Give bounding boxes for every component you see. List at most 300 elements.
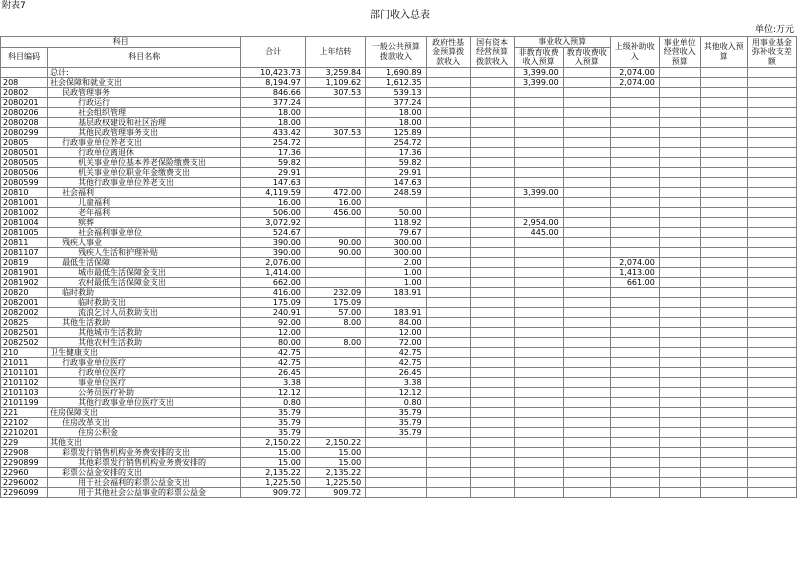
amount-cell [610,127,659,137]
amount-cell [470,257,514,267]
amount-cell [747,397,796,407]
amount-cell: 17.36 [366,147,426,157]
amount-cell [700,127,747,137]
table-row [1,87,797,97]
table-row [1,257,797,267]
amount-cell [659,167,700,177]
table-row [1,67,797,77]
amount-cell: 90.00 [305,237,365,247]
subject-code-cell: 2081005 [1,227,48,237]
subject-name-cell: 殡葬 [48,217,241,227]
amount-cell: 390.00 [241,237,305,247]
amount-cell [659,357,700,367]
amount-cell [659,407,700,417]
amount-cell [470,217,514,227]
amount-cell [305,357,365,367]
amount-cell [659,67,700,77]
amount-cell [700,387,747,397]
amount-cell [610,417,659,427]
amount-cell [747,127,796,137]
amount-cell [514,487,563,497]
amount-cell [305,107,365,117]
amount-cell: 3,399.00 [514,77,563,87]
amount-cell [514,207,563,217]
amount-cell [700,457,747,467]
amount-cell [747,117,796,127]
amount-cell [514,367,563,377]
amount-cell: 1,612.35 [366,77,426,87]
amount-cell [747,207,796,217]
amount-cell [514,347,563,357]
amount-cell [426,297,470,307]
amount-cell: 59.82 [366,157,426,167]
amount-cell [747,457,796,467]
amount-cell: 2,074.00 [610,257,659,267]
amount-cell [747,157,796,167]
edu-fee-header: 教育收费收入预算 [563,47,610,67]
amount-cell: 12.00 [366,327,426,337]
amount-cell [514,397,563,407]
subject-name-cell: 其他行政事业单位医疗支出 [48,397,241,407]
amount-cell [659,487,700,497]
amount-cell [747,97,796,107]
total-header: 合计 [241,37,305,68]
amount-cell [747,177,796,187]
amount-cell [514,427,563,437]
amount-cell [659,457,700,467]
subject-name-cell: 残疾人事业 [48,237,241,247]
amount-cell [470,477,514,487]
amount-cell [700,357,747,367]
amount-cell [659,347,700,357]
table-row [1,487,797,497]
amount-cell [700,447,747,457]
amount-cell [610,437,659,447]
amount-cell [514,417,563,427]
amount-cell [514,437,563,447]
amount-cell [514,287,563,297]
subject-name-cell: 行政事业单位养老支出 [48,137,241,147]
amount-cell: 416.00 [241,287,305,297]
amount-cell: 84.00 [366,317,426,327]
amount-cell [659,97,700,107]
amount-cell [514,247,563,257]
amount-cell: 2,074.00 [610,77,659,87]
amount-cell [700,67,747,77]
amount-cell [563,317,610,327]
amount-cell [659,187,700,197]
table-row [1,427,797,437]
amount-cell [470,67,514,77]
amount-cell: 42.75 [366,347,426,357]
amount-cell [470,147,514,157]
subject-name-cell: 其他行政事业单位养老支出 [48,177,241,187]
amount-cell [563,217,610,227]
amount-cell [470,157,514,167]
amount-cell [700,107,747,117]
amount-cell: 90.00 [305,247,365,257]
table-row [1,357,797,367]
subject-code-cell: 22908 [1,447,48,457]
affiliated-header: 事业单位经营收入预算 [659,37,700,68]
amount-cell: 846.66 [241,87,305,97]
amount-cell [563,437,610,447]
amount-cell [563,207,610,217]
amount-cell [563,397,610,407]
amount-cell [659,177,700,187]
amount-cell [470,77,514,87]
amount-cell [305,267,365,277]
amount-cell [563,187,610,197]
amount-cell [659,227,700,237]
amount-cell [610,317,659,327]
amount-cell [470,367,514,377]
amount-cell [470,467,514,477]
amount-cell [426,477,470,487]
table-row [1,457,797,467]
amount-cell [659,467,700,477]
subject-code-cell: 2082502 [1,337,48,347]
amount-cell: 1,413.00 [610,267,659,277]
amount-cell [514,477,563,487]
amount-cell [514,257,563,267]
state-capital-header: 国有资本经营预算拨款收入 [470,37,514,68]
amount-cell [563,417,610,427]
amount-cell [305,167,365,177]
amount-cell [514,357,563,367]
table-row [1,207,797,217]
amount-cell: 0.80 [366,397,426,407]
amount-cell: 2,135.22 [305,467,365,477]
subject-name-cell: 儿童福利 [48,197,241,207]
subject-code-cell: 20810 [1,187,48,197]
subject-code-cell: 221 [1,407,48,417]
amount-cell [747,267,796,277]
amount-cell [610,457,659,467]
amount-cell [470,417,514,427]
amount-cell [610,367,659,377]
amount-cell: 2,150.22 [305,437,365,447]
amount-cell [366,487,426,497]
amount-cell [747,147,796,157]
amount-cell [747,307,796,317]
amount-cell [700,97,747,107]
amount-cell [426,77,470,87]
amount-cell [610,477,659,487]
subject-name-cell: 基层政权建设和社区治理 [48,117,241,127]
table-row [1,407,797,417]
amount-cell: 26.45 [366,367,426,377]
amount-cell [426,357,470,367]
amount-cell [700,467,747,477]
amount-cell [659,417,700,427]
amount-cell [426,447,470,457]
amount-cell [563,337,610,347]
amount-cell [610,287,659,297]
subject-code-header: 科目编码 [1,47,48,67]
amount-cell [470,107,514,117]
amount-cell [659,137,700,147]
amount-cell: 147.63 [241,177,305,187]
subject-code-cell: 20802 [1,87,48,97]
amount-cell [747,437,796,447]
amount-cell: 3,399.00 [514,187,563,197]
amount-cell [305,227,365,237]
amount-cell [700,147,747,157]
amount-cell: 15.00 [241,457,305,467]
subject-name-cell: 其他支出 [48,437,241,447]
amount-cell [305,147,365,157]
amount-cell [659,237,700,247]
table-body [1,67,797,497]
amount-cell [563,347,610,357]
subject-name-cell: 行政运行 [48,97,241,107]
amount-cell [514,277,563,287]
amount-cell [426,457,470,467]
amount-cell [610,247,659,257]
amount-cell: 12.12 [366,387,426,397]
subject-name-cell: 社会福利事业单位 [48,227,241,237]
subject-name-cell: 其他民政管理事务支出 [48,127,241,137]
amount-cell [366,457,426,467]
amount-cell [700,427,747,437]
amount-cell: 15.00 [305,447,365,457]
amount-cell: 300.00 [366,237,426,247]
subject-name-cell: 公务员医疗补助 [48,387,241,397]
amount-cell [563,427,610,437]
amount-cell [514,157,563,167]
amount-cell: 15.00 [305,457,365,467]
amount-cell [747,377,796,387]
amount-cell [563,477,610,487]
subject-name-cell: 事业单位医疗 [48,377,241,387]
amount-cell [659,307,700,317]
amount-cell [470,357,514,367]
amount-cell [563,297,610,307]
amount-cell: 18.00 [241,107,305,117]
amount-cell [366,477,426,487]
amount-cell [426,257,470,267]
amount-cell [700,207,747,217]
table-row [1,77,797,87]
amount-cell [426,167,470,177]
amount-cell: 3.38 [241,377,305,387]
amount-cell [426,197,470,207]
amount-cell [470,227,514,237]
amount-cell [426,147,470,157]
amount-cell: 524.67 [241,227,305,237]
subject-name-cell: 农村最低生活保障金支出 [48,277,241,287]
subject-name-cell: 临时救助 [48,287,241,297]
amount-cell [700,277,747,287]
amount-cell [426,387,470,397]
table-row [1,147,797,157]
amount-cell [747,387,796,397]
amount-cell [659,217,700,227]
subject-code-cell: 20825 [1,317,48,327]
table-row [1,247,797,257]
amount-cell: 15.00 [241,447,305,457]
amount-cell [563,157,610,167]
amount-cell [747,227,796,237]
subject-code-cell: 2210201 [1,427,48,437]
amount-cell [610,167,659,177]
table-row [1,437,797,447]
amount-cell [514,317,563,327]
amount-cell [470,167,514,177]
amount-cell [563,307,610,317]
amount-cell: 662.00 [241,277,305,287]
amount-cell [700,417,747,427]
amount-cell [659,267,700,277]
amount-cell [514,117,563,127]
table-row [1,187,797,197]
subject-name-cell: 其他农村生活救助 [48,337,241,347]
subject-code-cell: 2081107 [1,247,48,257]
amount-cell [563,237,610,247]
amount-cell: 35.79 [366,407,426,417]
amount-cell [700,287,747,297]
amount-cell [747,107,796,117]
subject-name-cell: 民政管理事务 [48,87,241,97]
table-row [1,137,797,147]
amount-cell: 1,225.50 [305,477,365,487]
amount-cell [700,397,747,407]
table-row [1,237,797,247]
amount-cell [426,227,470,237]
amount-cell [610,97,659,107]
amount-cell [470,197,514,207]
amount-cell [659,397,700,407]
subject-code-cell: 20805 [1,137,48,147]
amount-cell [610,297,659,307]
table-row [1,347,797,357]
amount-cell [610,327,659,337]
amount-cell: 79.67 [366,227,426,237]
amount-cell [514,387,563,397]
amount-cell [426,377,470,387]
amount-cell [747,67,796,77]
amount-cell [563,407,610,417]
amount-cell [747,197,796,207]
amount-cell [747,357,796,367]
amount-cell [305,347,365,357]
subject-code-cell: 2080299 [1,127,48,137]
subject-name-cell: 社会保障和就业支出 [48,77,241,87]
subject-name-cell: 机关事业单位基本养老保险缴费支出 [48,157,241,167]
amount-cell [514,167,563,177]
amount-cell [563,287,610,297]
amount-cell: 377.24 [241,97,305,107]
amount-cell [700,247,747,257]
amount-cell [610,117,659,127]
amount-cell [470,487,514,497]
amount-cell [426,217,470,227]
subject-name-cell: 社会组织管理 [48,107,241,117]
amount-cell [426,187,470,197]
amount-cell [700,367,747,377]
amount-cell: 390.00 [241,247,305,257]
amount-cell [563,87,610,97]
subject-name-cell: 行政单位离退休 [48,147,241,157]
subject-code-cell: 2290899 [1,457,48,467]
subject-code-cell: 2296002 [1,477,48,487]
table-row [1,107,797,117]
amount-cell: 1,225.50 [241,477,305,487]
amount-cell: 300.00 [366,247,426,257]
subject-name-cell: 其他生活救助 [48,317,241,327]
table-row [1,447,797,457]
amount-cell [366,437,426,447]
amount-cell [470,347,514,357]
amount-cell [747,477,796,487]
amount-cell [700,167,747,177]
amount-cell: 72.00 [366,337,426,347]
amount-cell: 35.79 [241,427,305,437]
table-row [1,377,797,387]
amount-cell [366,297,426,307]
amount-cell: 183.91 [366,287,426,297]
amount-cell [610,377,659,387]
amount-cell: 18.00 [241,117,305,127]
amount-cell [426,127,470,137]
attachment-label: 附表7 [2,1,26,11]
amount-cell [366,447,426,457]
amount-cell: 506.00 [241,207,305,217]
amount-cell: 18.00 [366,117,426,127]
amount-cell [305,217,365,227]
amount-cell [514,127,563,137]
subject-name-cell: 临时救助支出 [48,297,241,307]
amount-cell [747,447,796,457]
amount-cell: 377.24 [366,97,426,107]
amount-cell [426,287,470,297]
table-row [1,467,797,477]
amount-cell [563,267,610,277]
amount-cell [747,217,796,227]
amount-cell [747,167,796,177]
amount-cell [426,317,470,327]
amount-cell [426,467,470,477]
amount-cell [747,297,796,307]
table-row [1,417,797,427]
subject-code-cell: 2296099 [1,487,48,497]
amount-cell [747,247,796,257]
amount-cell: 92.00 [241,317,305,327]
amount-cell [305,367,365,377]
amount-cell [747,87,796,97]
amount-cell [610,227,659,237]
amount-cell: 183.91 [366,307,426,317]
table-row [1,307,797,317]
amount-cell [514,377,563,387]
subject-name-cell: 流浪乞讨人员救助支出 [48,307,241,317]
amount-cell: 17.36 [241,147,305,157]
business-income-header: 事业收入预算 [514,37,610,48]
amount-cell: 29.91 [366,167,426,177]
amount-cell [426,347,470,357]
amount-cell [470,327,514,337]
amount-cell [700,197,747,207]
amount-cell [700,477,747,487]
amount-cell: 3,399.00 [514,67,563,77]
amount-cell: 3.38 [366,377,426,387]
amount-cell [426,437,470,447]
amount-cell: 16.00 [241,197,305,207]
amount-cell [659,277,700,287]
amount-cell [426,97,470,107]
amount-cell [659,327,700,337]
